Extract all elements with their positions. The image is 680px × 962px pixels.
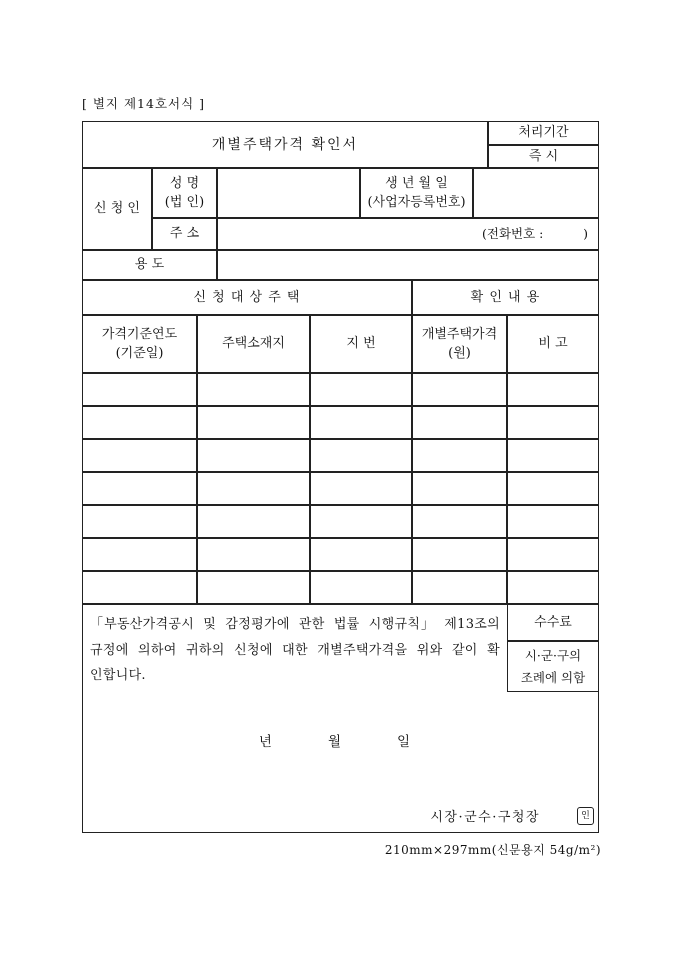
table-cell bbox=[507, 505, 599, 538]
fee-label: 수수료 bbox=[507, 604, 599, 641]
birthdate-value-cell bbox=[473, 168, 599, 218]
table-cell bbox=[310, 406, 412, 439]
usage-label: 용 도 bbox=[82, 250, 217, 280]
table-cell bbox=[412, 571, 507, 604]
date-year-label: 년 bbox=[258, 734, 272, 750]
date-month-label: 월 bbox=[327, 734, 342, 750]
signer-label: 시장·군수·구청장 bbox=[430, 810, 540, 825]
confirmation-statement: 「부동산가격공시 및 감정평가에 관한 법률 시행규칙」 제13조의 규정에 의하여 귀하의 신청에 대한 개별주택가격을 위와 같이 확인합니다. bbox=[90, 617, 500, 683]
fee-value-line1: 시·군·구의 bbox=[524, 647, 582, 663]
name-label-line1: 성 명 bbox=[169, 176, 200, 191]
table-cell bbox=[197, 571, 310, 604]
table-cell bbox=[82, 406, 197, 439]
table-cell bbox=[197, 439, 310, 472]
paper-spec-label: 210mm×297mm(신문용지 54g/m²) bbox=[384, 843, 601, 857]
table-cell bbox=[197, 373, 310, 406]
seal-stamp: 인 bbox=[577, 807, 594, 825]
address-value-cell: (전화번호 : ) bbox=[217, 218, 599, 250]
fee-value bbox=[507, 641, 599, 692]
col-header-price-line1: 개별주택가격 bbox=[421, 327, 498, 342]
table-cell bbox=[310, 373, 412, 406]
table-cell bbox=[412, 373, 507, 406]
table-cell bbox=[412, 538, 507, 571]
table-cell bbox=[82, 472, 197, 505]
col-header-base-year-line1: 가격기준연도 bbox=[101, 327, 178, 342]
fee-value-line2: 조례에 의함 bbox=[520, 669, 586, 685]
table-cell bbox=[412, 505, 507, 538]
birthdate-label bbox=[360, 168, 473, 218]
col-header-price bbox=[412, 315, 507, 373]
table-cell bbox=[82, 505, 197, 538]
table-cell bbox=[82, 538, 197, 571]
table-cell bbox=[310, 472, 412, 505]
name-label-line2: (법 인) bbox=[164, 195, 205, 210]
target-housing-group-header: 신 청 대 상 주 택 bbox=[82, 280, 412, 315]
col-header-price-line2: (원) bbox=[448, 346, 471, 361]
form-number-label: [ 별지 제14호서식 ] bbox=[82, 96, 206, 111]
table-cell bbox=[310, 505, 412, 538]
col-header-base-year bbox=[82, 315, 197, 373]
date-day-label: 일 bbox=[397, 734, 411, 750]
table-cell bbox=[82, 571, 197, 604]
table-cell bbox=[412, 406, 507, 439]
birthdate-label-line1: 생 년 월 일 bbox=[385, 176, 448, 191]
date-line bbox=[77, 733, 592, 751]
processing-time-value: 즉 시 bbox=[488, 145, 599, 168]
table-cell bbox=[507, 373, 599, 406]
name-value-cell bbox=[217, 168, 360, 218]
table-cell bbox=[507, 571, 599, 604]
processing-time-label: 처리기간 bbox=[488, 121, 599, 145]
col-header-remarks: 비 고 bbox=[507, 315, 599, 373]
table-cell bbox=[310, 571, 412, 604]
col-header-location: 주택소재지 bbox=[197, 315, 310, 373]
confirmation-contents-group-header: 확 인 내 용 bbox=[412, 280, 599, 315]
table-cell bbox=[507, 472, 599, 505]
col-header-lot-number: 지 번 bbox=[310, 315, 412, 373]
usage-value-cell bbox=[217, 250, 599, 280]
table-cell bbox=[310, 439, 412, 472]
table-cell bbox=[82, 439, 197, 472]
table-cell bbox=[507, 406, 599, 439]
table-cell bbox=[197, 505, 310, 538]
table-cell bbox=[507, 538, 599, 571]
table-cell bbox=[197, 406, 310, 439]
applicant-section-label: 신 청 인 bbox=[82, 168, 152, 250]
table-cell bbox=[197, 472, 310, 505]
table-cell bbox=[507, 439, 599, 472]
form-table bbox=[82, 121, 599, 833]
table-cell bbox=[82, 373, 197, 406]
form-title: 개별주택가격 확인서 bbox=[82, 121, 488, 168]
address-label: 주 소 bbox=[152, 218, 217, 250]
table-cell bbox=[197, 538, 310, 571]
name-label bbox=[152, 168, 217, 218]
table-cell bbox=[310, 538, 412, 571]
table-cell bbox=[412, 472, 507, 505]
table-cell bbox=[412, 439, 507, 472]
birthdate-label-line2: (사업자등록번호) bbox=[367, 195, 466, 210]
col-header-base-year-line2: (기준일) bbox=[115, 346, 164, 361]
